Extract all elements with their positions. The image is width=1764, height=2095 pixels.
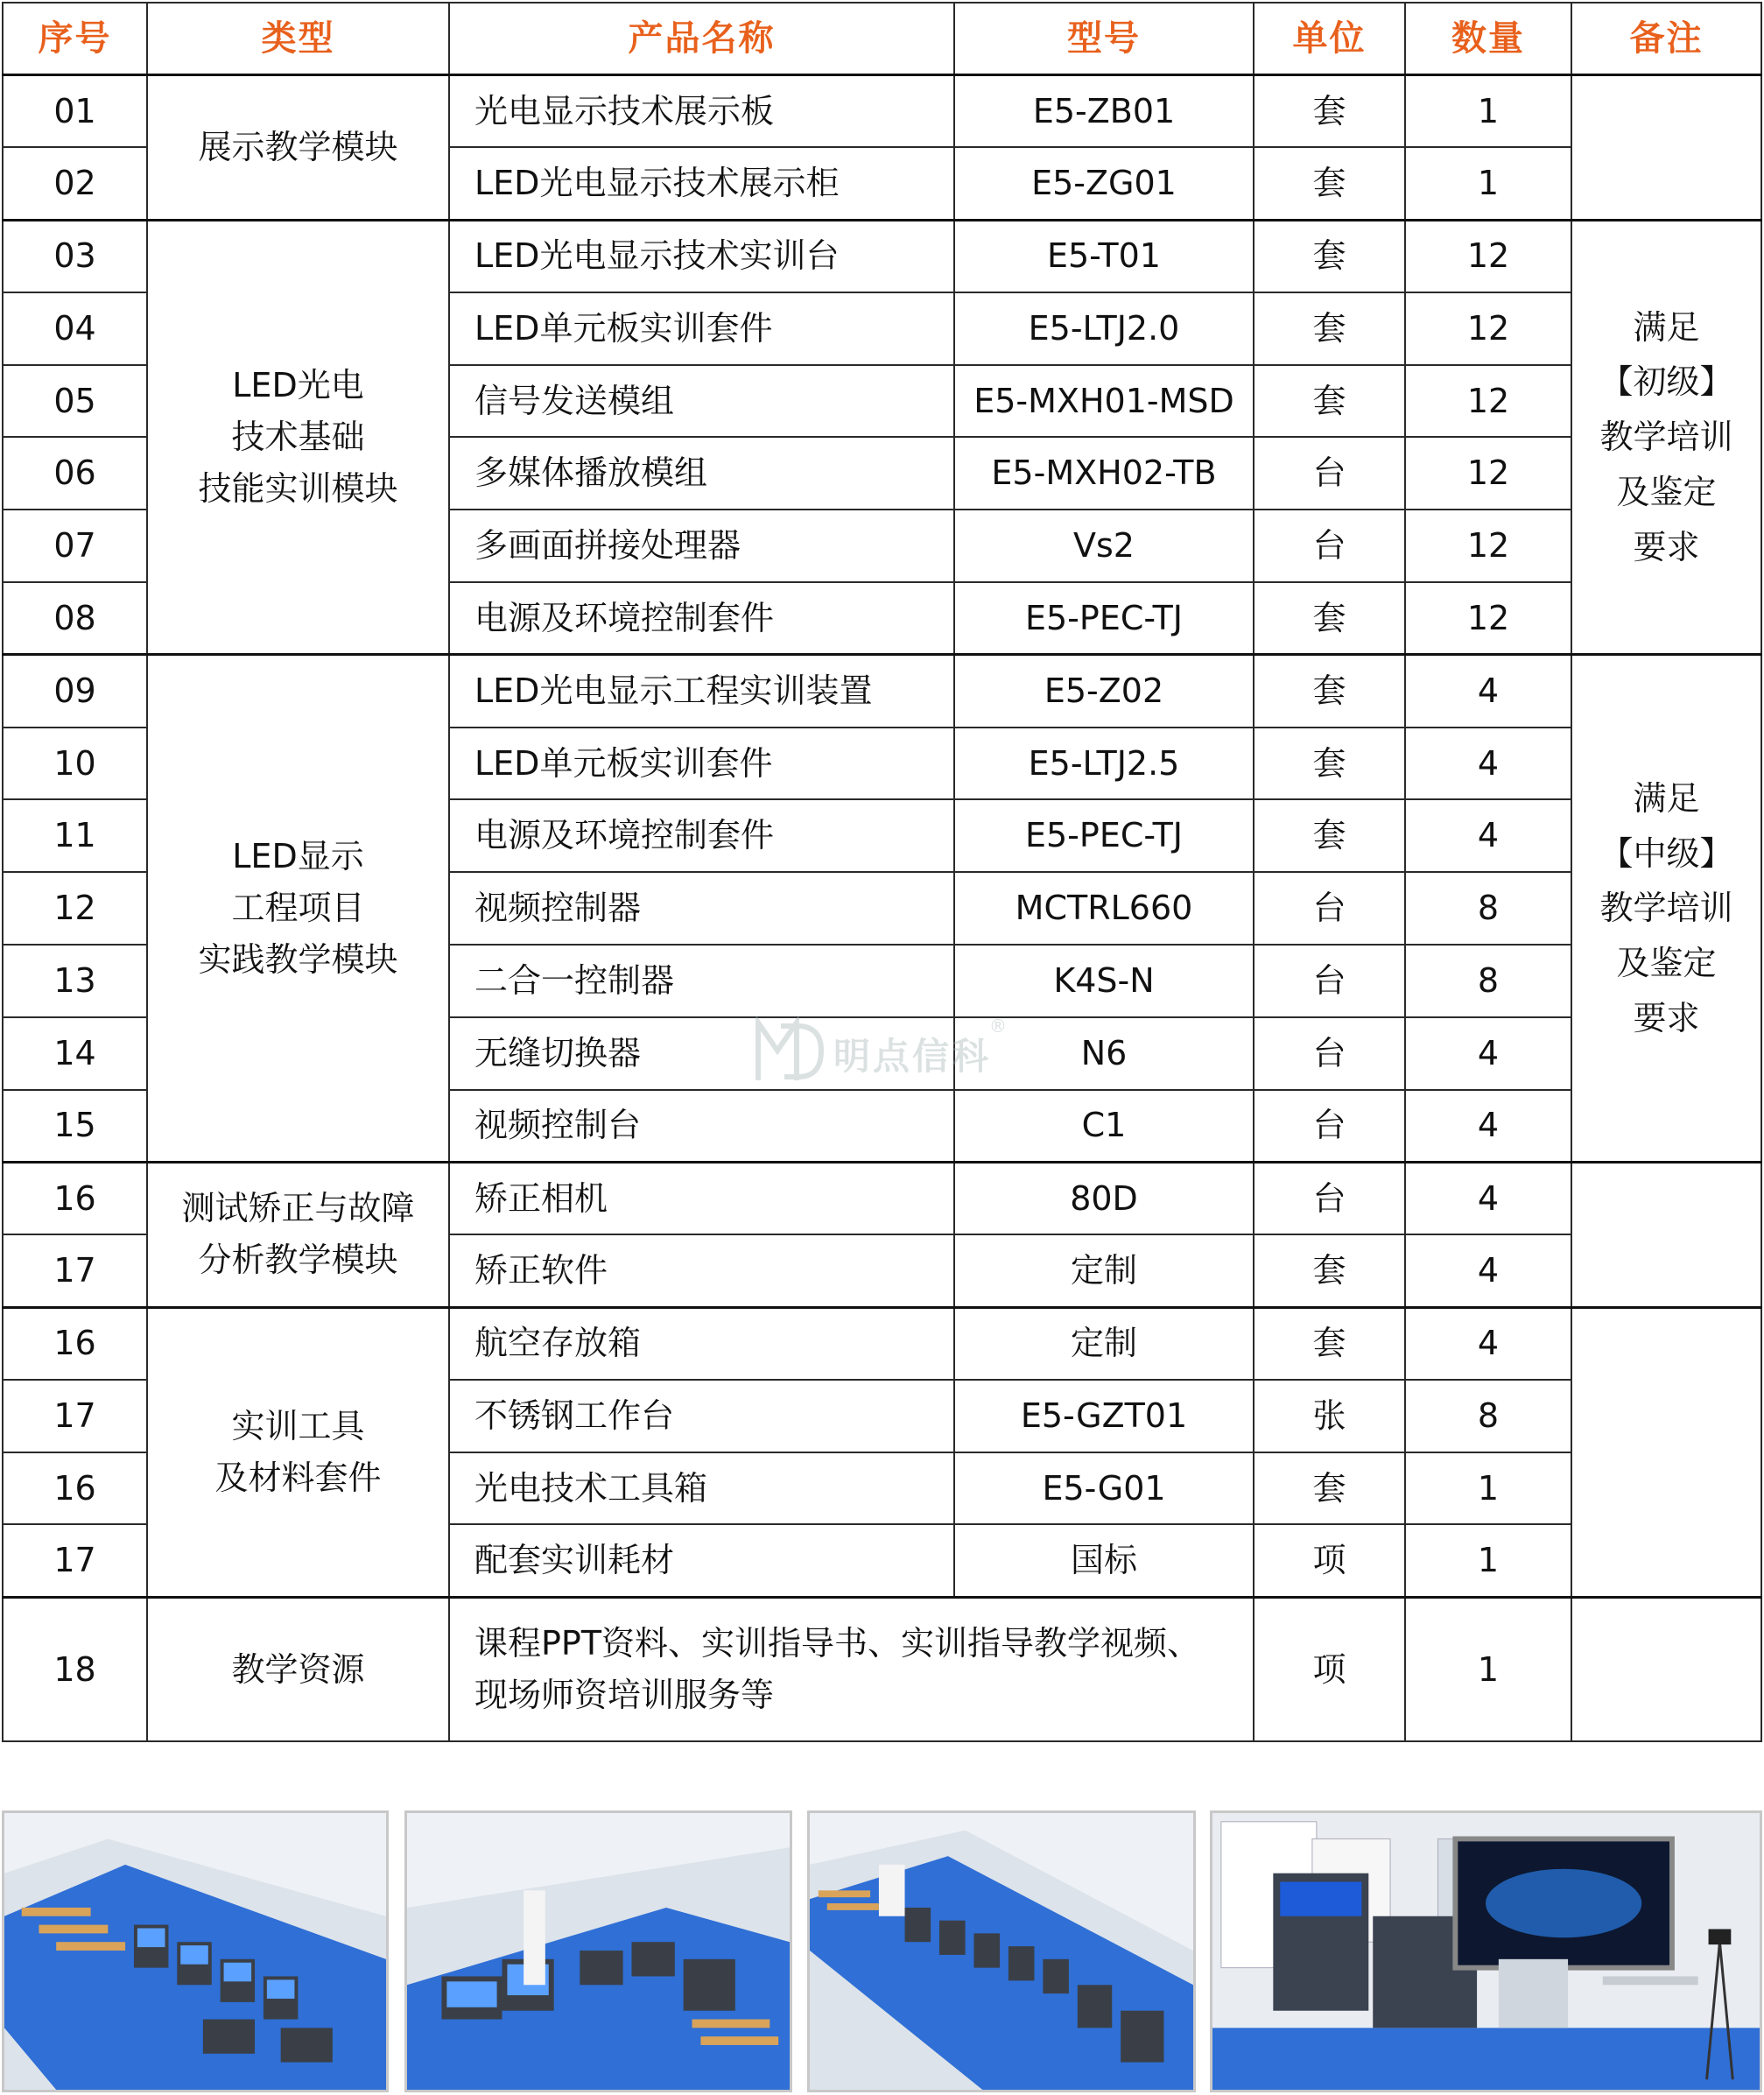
cell-quantity: 4 [1405,1090,1571,1163]
header-type: 类型 [147,3,449,75]
cell-quantity: 4 [1405,1307,1571,1380]
cell-index: 12 [3,872,147,945]
cell-product-name: LED单元板实训套件 [449,292,954,365]
cell-quantity: 12 [1405,437,1571,510]
table-row [3,75,1761,148]
classroom-long-photo [807,1810,1196,2092]
cell-type: 教学资源 [147,1597,449,1741]
cell-remarks [1571,1597,1761,1741]
cell-index: 08 [3,582,147,655]
cell-model: E5-PEC-TJ [954,799,1254,872]
cell-unit: 台 [1254,1017,1405,1090]
cell-product-name: 不锈钢工作台 [449,1380,954,1452]
cell-index: 17 [3,1524,147,1597]
cell-model: E5-LTJ2.5 [954,728,1254,800]
cell-quantity: 12 [1405,365,1571,438]
cell-quantity: 4 [1405,655,1571,728]
cell-model: E5-LTJ2.0 [954,292,1254,365]
brand-watermark [755,1016,1017,1086]
cell-quantity: 4 [1405,1017,1571,1090]
cell-product-name: 电源及环境控制套件 [449,799,954,872]
cell-product-name: 视频控制器 [449,872,954,945]
cell-unit: 套 [1254,147,1405,220]
cell-quantity: 12 [1405,292,1571,365]
cell-index: 07 [3,510,147,582]
cell-index: 16 [3,1452,147,1525]
cell-unit: 台 [1254,510,1405,582]
cell-remarks: 满足 【中级】 教学培训 及鉴定 要求 [1571,655,1761,1163]
cell-quantity: 4 [1405,728,1571,800]
cell-remarks: 满足 【初级】 教学培训 及鉴定 要求 [1571,220,1761,655]
cell-remarks [1571,75,1761,221]
cell-quantity: 4 [1405,1234,1571,1307]
cell-model: E5-ZB01 [954,75,1254,148]
table-body [3,75,1761,1742]
cell-quantity: 8 [1405,872,1571,945]
cell-model: E5-G01 [954,1452,1254,1525]
cell-model: Vs2 [954,510,1254,582]
cell-quantity: 1 [1405,1597,1571,1741]
cell-quantity: 4 [1405,799,1571,872]
cell-model: E5-GZT01 [954,1380,1254,1452]
cell-unit: 套 [1254,1234,1405,1307]
cell-index: 01 [3,75,147,148]
cell-model: E5-PEC-TJ [954,582,1254,655]
header-quantity: 数量 [1405,3,1571,75]
cell-product-name: 配套实训耗材 [449,1524,954,1597]
table-row [3,220,1761,292]
cell-index: 17 [3,1380,147,1452]
cell-model: 定制 [954,1234,1254,1307]
cell-index: 04 [3,292,147,365]
cell-product-name: LED单元板实训套件 [449,728,954,800]
cell-remarks [1571,1307,1761,1597]
cell-product-name: 光电显示技术展示板 [449,75,954,148]
md-logo-icon [755,1016,825,1084]
cell-index: 14 [3,1017,147,1090]
cell-model: C1 [954,1090,1254,1163]
cell-type: 展示教学模块 [147,75,449,221]
cell-model: 80D [954,1162,1254,1234]
cell-product-name: 信号发送模组 [449,365,954,438]
header-remarks: 备注 [1571,3,1761,75]
cell-product-name: 多画面拼接处理器 [449,510,954,582]
cell-index: 06 [3,437,147,510]
cell-index: 02 [3,147,147,220]
cell-index: 13 [3,945,147,1017]
cell-product-name: 航空存放箱 [449,1307,954,1380]
table-row-resources [3,1597,1761,1741]
cell-product-name: 视频控制台 [449,1090,954,1163]
cell-model: E5-MXH02-TB [954,437,1254,510]
cell-unit: 套 [1254,365,1405,438]
cell-index: 16 [3,1307,147,1380]
cell-product-name: 二合一控制器 [449,945,954,1017]
cell-unit: 套 [1254,799,1405,872]
cell-quantity: 1 [1405,1524,1571,1597]
cell-product-name: 电源及环境控制套件 [449,582,954,655]
registered-mark: ® [989,1016,1007,1037]
cell-unit: 套 [1254,1307,1405,1380]
cell-remarks [1571,1162,1761,1307]
cell-type: 实训工具 及材料套件 [147,1307,449,1597]
cell-quantity: 12 [1405,510,1571,582]
header-index: 序号 [3,3,147,75]
cell-index: 11 [3,799,147,872]
cell-index: 05 [3,365,147,438]
cell-model: K4S-N [954,945,1254,1017]
cell-product-name: LED光电显示技术展示柜 [449,147,954,220]
cell-unit: 台 [1254,1162,1405,1234]
product-spec-table [2,2,1762,1742]
cell-quantity: 8 [1405,1380,1571,1452]
cell-quantity: 1 [1405,147,1571,220]
cell-index: 16 [3,1162,147,1234]
cell-product-name: LED光电显示技术实训台 [449,220,954,292]
equipment-closeup-photo [1210,1810,1762,2092]
header-unit: 单位 [1254,3,1405,75]
cell-index: 10 [3,728,147,800]
cell-product-name: 多媒体播放模组 [449,437,954,510]
cell-unit: 台 [1254,437,1405,510]
cell-product-name: 矫正软件 [449,1234,954,1307]
cell-product-name: 矫正相机 [449,1162,954,1234]
header-product-name: 产品名称 [449,3,954,75]
table-row [3,1307,1761,1380]
cell-quantity: 12 [1405,220,1571,292]
cell-model: N6 [954,1017,1254,1090]
cell-unit: 套 [1254,728,1405,800]
cell-unit: 台 [1254,872,1405,945]
cell-product-name: 光电技术工具箱 [449,1452,954,1525]
cell-index: 09 [3,655,147,728]
cell-index: 15 [3,1090,147,1163]
watermark-text: 明点信科 [833,1035,992,1078]
cell-quantity: 1 [1405,1452,1571,1525]
table-row [3,655,1761,728]
cell-type: LED显示 工程项目 实践教学模块 [147,655,449,1163]
cell-unit: 台 [1254,1090,1405,1163]
cell-unit: 台 [1254,945,1405,1017]
cell-model: E5-ZG01 [954,147,1254,220]
cell-model: E5-MXH01-MSD [954,365,1254,438]
cell-model: MCTRL660 [954,872,1254,945]
cell-model: E5-Z02 [954,655,1254,728]
cell-unit: 张 [1254,1380,1405,1452]
cell-model: E5-T01 [954,220,1254,292]
cell-unit: 套 [1254,582,1405,655]
table-header-row [3,3,1761,75]
cell-index: 17 [3,1234,147,1307]
classroom-angle-photo [404,1810,792,2092]
cell-quantity: 8 [1405,945,1571,1017]
classroom-overview-photo [2,1810,389,2092]
header-model: 型号 [954,3,1254,75]
cell-product-name: LED光电显示工程实训装置 [449,655,954,728]
cell-product-name: 课程PPT资料、实训指导书、实训指导教学视频、现场师资培训服务等 [449,1597,1254,1741]
cell-unit: 套 [1254,1452,1405,1525]
cell-quantity: 4 [1405,1162,1571,1234]
cell-unit: 套 [1254,220,1405,292]
cell-model: 国标 [954,1524,1254,1597]
cell-unit: 套 [1254,75,1405,148]
cell-quantity: 1 [1405,75,1571,148]
table-row [3,1162,1761,1234]
cell-unit: 项 [1254,1524,1405,1597]
cell-unit: 项 [1254,1597,1405,1741]
cell-type: 测试矫正与故障 分析教学模块 [147,1162,449,1307]
cell-type: LED光电 技术基础 技能实训模块 [147,220,449,655]
cell-index: 18 [3,1597,147,1741]
cell-product-name: 无缝切换器 [449,1017,954,1090]
cell-unit: 套 [1254,655,1405,728]
cell-index: 03 [3,220,147,292]
cell-quantity: 12 [1405,582,1571,655]
cell-unit: 套 [1254,292,1405,365]
cell-model: 定制 [954,1307,1254,1380]
